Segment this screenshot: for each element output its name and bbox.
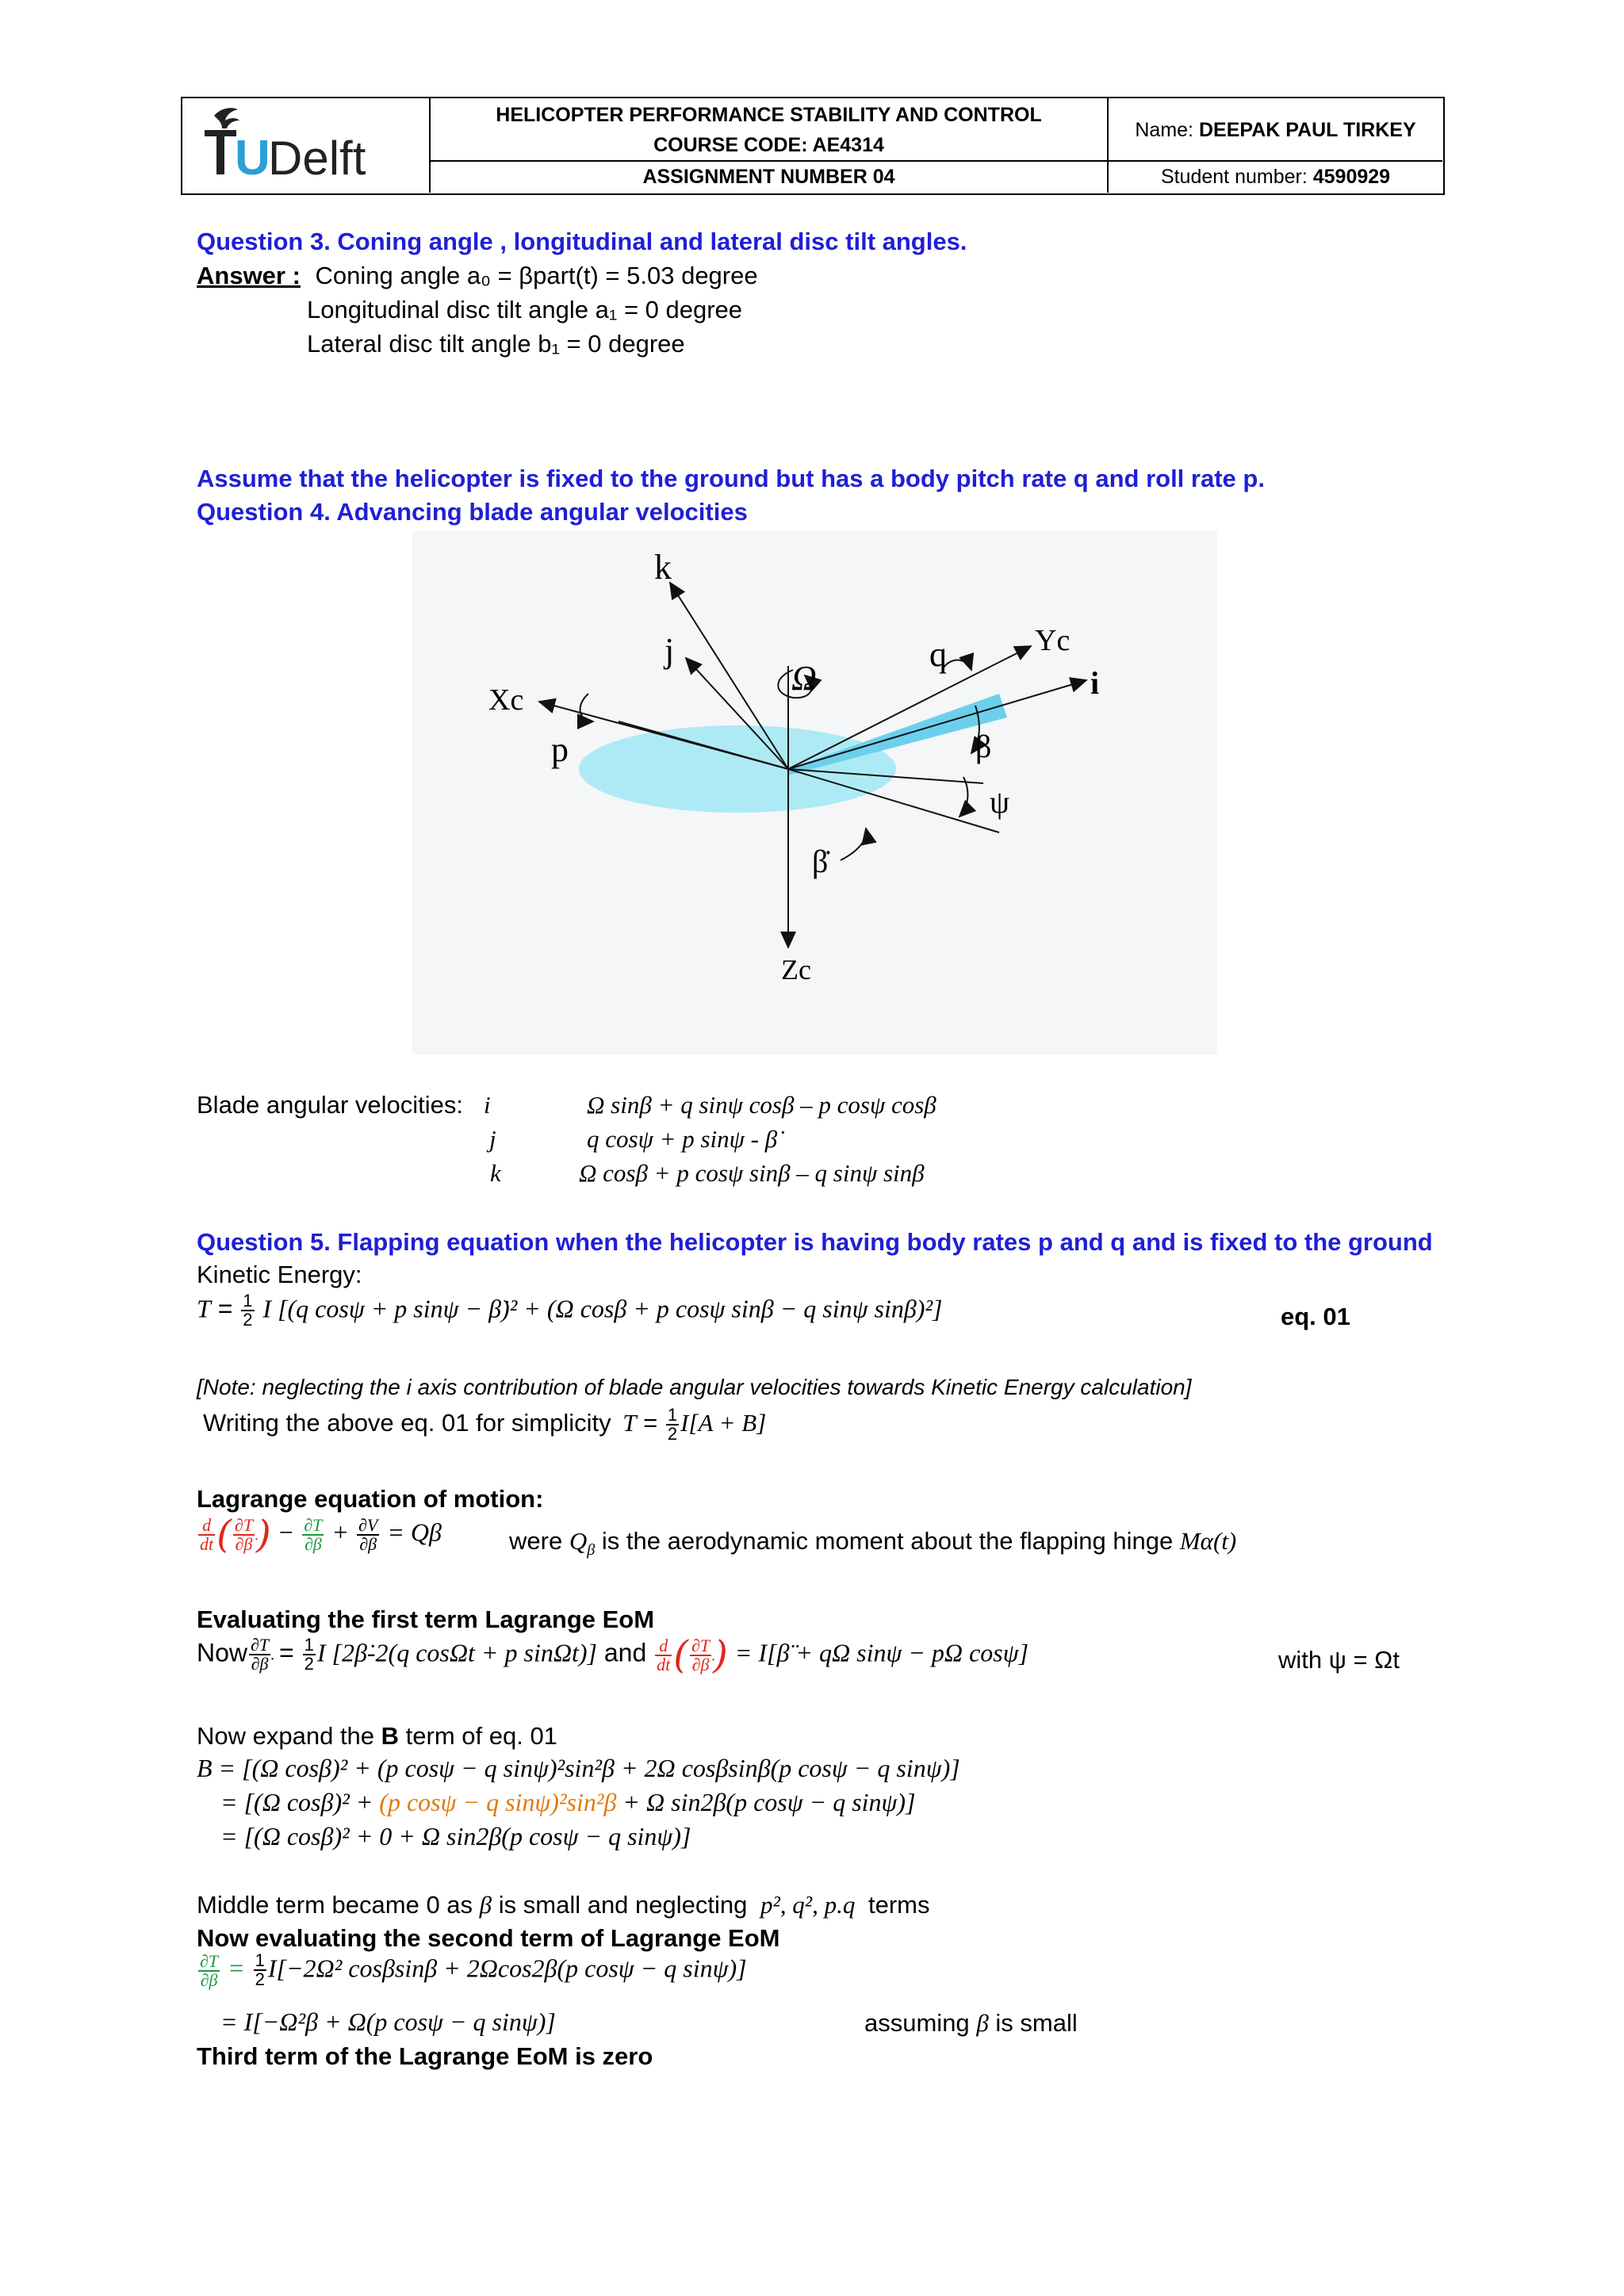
rotor-diagram [412, 531, 1217, 1054]
coning-angle: Coning angle a₀ = βpart(t) = 5.03 degree [315, 262, 758, 289]
lateral-tilt: Lateral disc tilt angle b₁ = 0 degree [307, 330, 685, 358]
eq01-tag: eq. 01 [1281, 1303, 1350, 1330]
eq01-body: I [(q cosψ + p sinψ − β̇)² + (Ω cosβ + p cosψ sinβ − q sinψ sinβ)²] [262, 1294, 943, 1323]
b-line3: = [(Ω cosβ)² + 0 + Ω sin2β(p cosψ − q sinψ)] [220, 1822, 691, 1850]
q3-title: Question 3. Coning angle , longitudinal and lateral disc tilt angles. [197, 228, 967, 255]
student-name-cell: Name: DEEPAK PAUL TIRKEY [1109, 98, 1442, 162]
second-term-title: Now evaluating the second term of Lagrange EoM [197, 1924, 780, 1952]
tudelft-logo [182, 98, 431, 193]
student-number-cell: Student number: 4590929 [1160, 166, 1391, 188]
eq01: T = $\frac{1}{2}$ I [(q cosψ + p sinψ − β̇)² + (Ω cosβ + p cosψ sinβ − q sinψ sinβ)²] [197, 1291, 943, 1330]
lagrange-note: were $Q_\beta$ is the aerodynamic moment about the flapping hinge Mα(t) [509, 1527, 1237, 1559]
with-psi: with ψ = Ωt [1278, 1646, 1400, 1674]
middle-term-text: Middle term became 0 as β is small and neglecting p², q², p.q terms [197, 1891, 930, 1919]
first-term-title: Evaluating the first term Lagrange EoM [197, 1605, 655, 1633]
first-term-eq: Now $\frac{\partial T}{\partial\betȧ}$ = $\frac{1}{2}$ I [2β̇-2(q cosΩt + p sinΩt)] and $\frac{d}{dt}$ ( $\frac{\partial T}{\partial\betȧ}$ ) = I[β̈ + qΩ sinψ − pΩ cosψ] [197, 1633, 1029, 1678]
answer-label: Answer : [197, 262, 301, 289]
label-j: j [665, 631, 675, 670]
lagrange-rhs: = Qβ [387, 1517, 442, 1547]
simplicity-line: Writing the above eq. 01 for simplicity T = $\frac{1}{2}$ I[A + B] [203, 1405, 767, 1444]
q5-title: Question 5. Flapping equation when the helicopter is having body rates p and q and is fixed to the ground [197, 1228, 1433, 1256]
svg-text:Delft: Delft [268, 132, 366, 185]
q3-answer [197, 262, 758, 290]
assuming-text: assuming β is small [864, 2009, 1078, 2037]
course-title-cell [431, 98, 1109, 162]
b-line2: = [(Ω cosβ)² + (p cosψ − q sinψ)²sin²β + Ω sin2β(p cosψ − q sinψ)] [220, 1788, 916, 1816]
label-zc: Zc [781, 954, 811, 985]
vel-expr-k: Ω cosβ + p cosψ sinβ – q sinψ sinβ [579, 1159, 925, 1187]
longitudinal-tilt: Longitudinal disc tilt angle a₁ = 0 degree [307, 296, 743, 323]
velocities-label: Blade angular velocities: [197, 1091, 464, 1119]
lagrange-eq: $\frac{d}{dt}$ ( $\frac{\partial T}{\partial\betȧ}$ ) − $\frac{\partial T}{\partial\beta}$ + $\frac{\partial V}{\partial\beta}$ = Qβ [200, 1513, 442, 1557]
simp-eq: I[A + B] [680, 1409, 767, 1437]
label-q: q [929, 635, 947, 674]
ke-label: Kinetic Energy: [197, 1261, 362, 1288]
third-term-text: Third term of the Lagrange EoM is zero [197, 2042, 653, 2070]
student-number: 4590929 [1312, 166, 1391, 188]
vel-expr-j: q cosψ + p sinψ - β̇ [587, 1125, 778, 1153]
vel-axis-k: k [490, 1159, 501, 1187]
label-yc: Yc [1035, 624, 1071, 657]
first-eq2: = I[β̈ + qΩ sinψ − pΩ cosψ] [734, 1638, 1029, 1667]
first-eq1: I [2β̇-2(q cosΩt + p sinΩt)] [316, 1638, 597, 1667]
note-text: [Note: neglecting the i axis contribution of blade angular velocities towards Kinetic Energy calculation] [197, 1375, 1192, 1399]
q4-title: Question 4. Advancing blade angular velocities [197, 498, 748, 526]
expand-b-text: Now expand the B term of eq. 01 [197, 1722, 557, 1750]
assignment-number: ASSIGNMENT NUMBER 04 [431, 162, 1109, 193]
second-term-eq2: = I[−Ω²β + Ω(p cosψ − q sinψ)] [220, 2007, 556, 2036]
lagrange-title: Lagrange equation of motion: [197, 1485, 544, 1513]
header-table [181, 97, 1445, 195]
rotor-axes-diagram [412, 531, 1217, 1054]
flame-logo-icon [182, 98, 420, 189]
assumption-text: Assume that the helicopter is fixed to the ground but has a body pitch rate q and roll rate p. [197, 465, 1265, 492]
student-name: DEEPAK PAUL TIRKEY [1198, 119, 1416, 141]
label-omega: Ω [791, 659, 817, 698]
vel-expr-i: Ω sinβ + q sinψ cosβ – p cosψ cosβ [587, 1091, 936, 1119]
b-line1: B = [(Ω cosβ)² + (p cosψ − q sinψ)²sin²β + 2Ω cosβsinβ(p cosψ − q sinψ)] [197, 1754, 960, 1782]
label-p: p [551, 730, 569, 769]
logo-u: U [235, 131, 270, 186]
second-term-eq1: $\frac{\partial T}{\partial\beta}$ = $\frac{1}{2}$ I[−2Ω² cosβsinβ + 2Ωcos2β(p cosψ − q sinψ)] [200, 1950, 747, 1991]
label-betadot: β̇ [812, 844, 829, 879]
label-i: i [1090, 665, 1100, 701]
vel-axis-i: i [484, 1091, 491, 1119]
label-xc: Xc [488, 683, 524, 717]
course-line1: HELICOPTER PERFORMANCE STABILITY AND CONTROL [496, 104, 1042, 126]
label-psi: ψ [990, 784, 1010, 820]
course-line2: COURSE CODE: AE4314 [653, 134, 884, 156]
label-beta: β [975, 729, 992, 764]
label-k: k [654, 548, 672, 587]
vel-axis-j: j [489, 1125, 496, 1153]
